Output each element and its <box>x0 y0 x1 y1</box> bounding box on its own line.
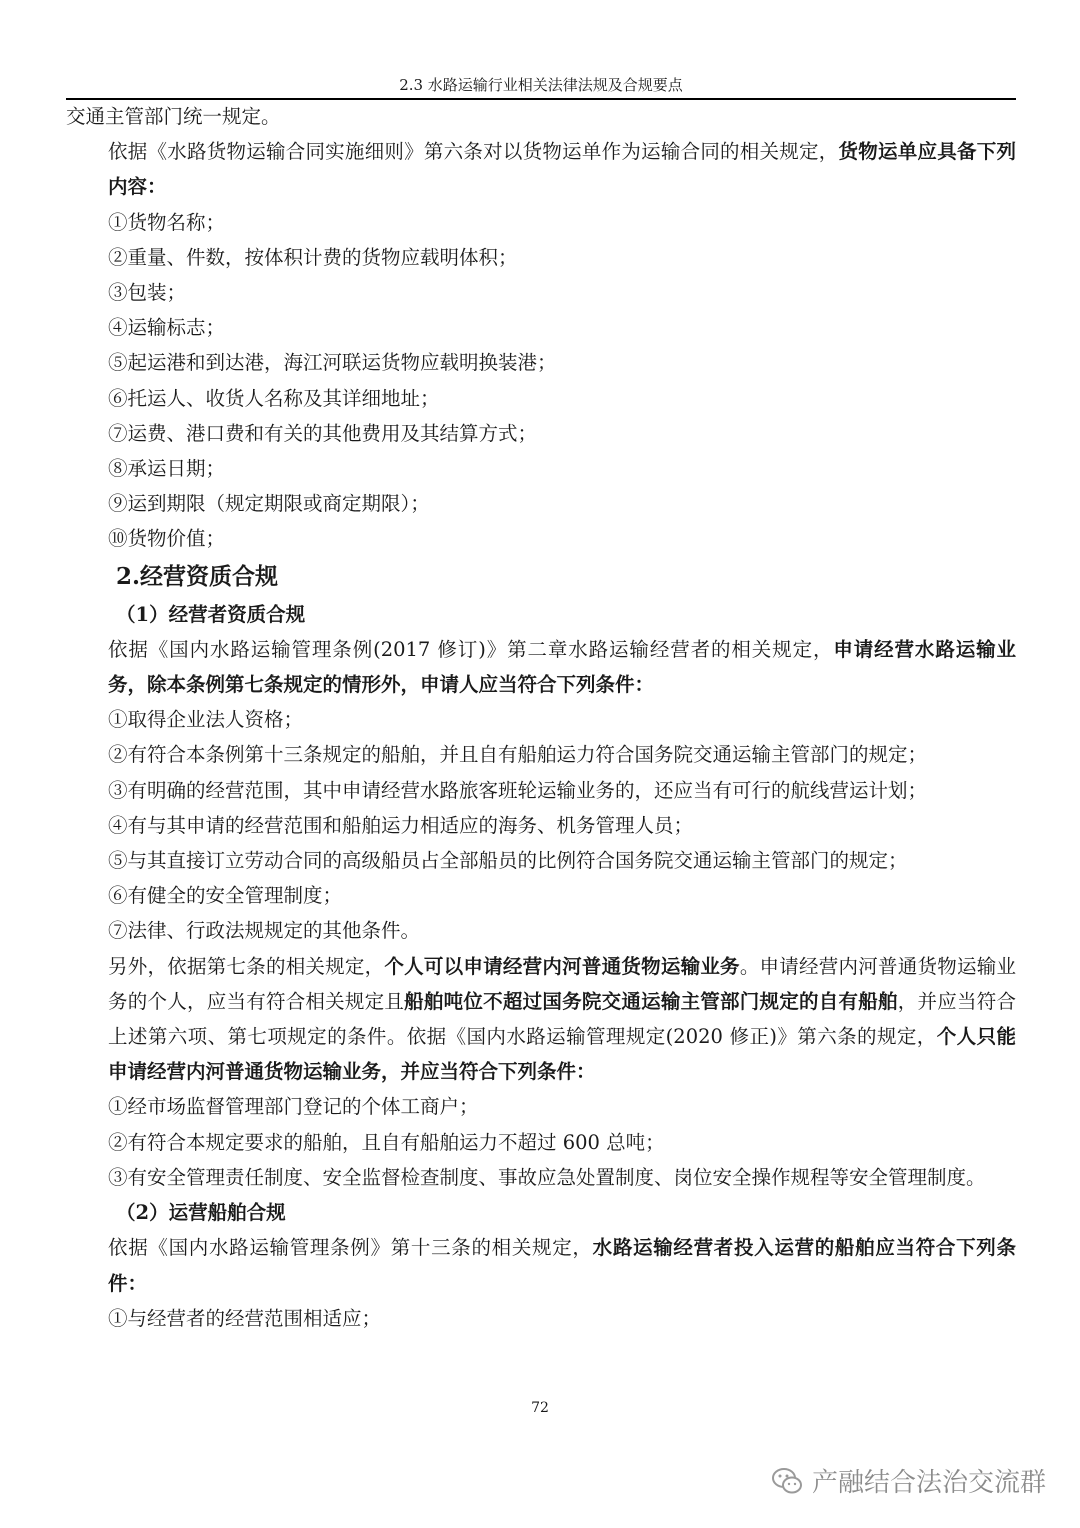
text-segment: ④运输标志； <box>108 316 226 340</box>
bold-text: 船舶吨位不超过国务院交通运输主管部门规定的自有船舶 <box>404 989 898 1013</box>
bold-text: 个人可以申请经营内河普通货物运输业务 <box>384 954 740 978</box>
list-item <box>66 702 1016 737</box>
page-header: 2.3 水路运输行业相关法律法规及合规要点 <box>66 74 1016 100</box>
list-item <box>66 773 1016 808</box>
watermark <box>770 1462 1046 1499</box>
text-segment: ⑦法律、行政法规规定的其他条件。 <box>108 919 421 943</box>
text-segment: ④有与其申请的经营范围和船舶运力相适应的海务、机务管理人员； <box>108 813 694 837</box>
text-segment: ①经市场监督管理部门登记的个体工商户； <box>108 1095 479 1119</box>
text-segment: 。申请经营内河普通货物运输业务的个人，应当有符合相关规定且 <box>108 954 1016 1013</box>
text-segment: 另外，依据第七条的相关规定， <box>108 954 385 978</box>
text-segment: ⑩货物价值； <box>108 527 226 551</box>
text-segment: ③包装； <box>108 281 187 305</box>
list-item <box>66 275 1016 310</box>
list-item <box>66 1125 1016 1160</box>
list-item <box>66 1089 1016 1124</box>
list-item <box>66 521 1016 556</box>
list-item <box>66 345 1016 380</box>
document-body <box>66 99 1016 1336</box>
list-item <box>66 843 1016 878</box>
text-segment: ，并应当符合上述第六项、第七项规定的条件。依据《国内水路运输管理规定(2020 修正)》第六条的规定， <box>108 989 1016 1049</box>
list-item <box>66 913 1016 948</box>
list-item <box>66 486 1016 521</box>
list-item <box>66 310 1016 345</box>
bold-text: 个人只能申请经营内河普通货物运输业务，并应当符合下列条件： <box>108 1025 1016 1084</box>
page-number: 72 <box>531 1400 549 1416</box>
list-item <box>66 240 1016 275</box>
wechat-icon <box>770 1464 804 1498</box>
text-segment: ⑨运到期限（规定期限或商定期限）； <box>108 492 430 516</box>
subsection-heading <box>66 1195 1016 1230</box>
section-heading <box>66 557 1016 597</box>
list-item <box>66 381 1016 416</box>
text-segment: ③有明确的经营范围，其中申请经营水路旅客班轮运输业务的，还应当有可行的航线营运计划； <box>108 778 928 802</box>
text-segment: ②有符合本规定要求的船舶，且自有船舶运力不超过 600 总吨； <box>108 1130 665 1154</box>
body-paragraph <box>66 134 1016 204</box>
text-segment: ⑤起运港和到达港，海江河联运货物应载明换装港； <box>108 351 557 375</box>
text-segment: ①取得企业法人资格； <box>108 708 304 732</box>
text-segment: 依据《水路货物运输合同实施细则》第六条对以货物运单作为运输合同的相关规定， <box>108 140 839 164</box>
text-segment: （1）经营者资质合规 <box>116 602 306 626</box>
list-item <box>66 205 1016 240</box>
bold-text: 水路运输经营者投入运营的船舶应当符合下列条件： <box>108 1236 1016 1295</box>
text-segment: ⑧承运日期； <box>108 457 226 481</box>
text-segment: ①与经营者的经营范围相适应； <box>108 1306 382 1330</box>
bold-text: 申请经营水路运输业务，除本条例第七条规定的情形外，申请人应当符合下列条件： <box>108 637 1016 697</box>
body-paragraph <box>66 99 1016 134</box>
subsection-heading <box>66 597 1016 632</box>
list-item <box>66 1301 1016 1336</box>
text-segment: ②重量、件数，按体积计费的货物应载明体积； <box>108 245 518 269</box>
text-segment: ③有安全管理责任制度、安全监督检查制度、事故应急处置制度、岗位安全操作规程等安全管理制度。 <box>108 1165 986 1189</box>
text-segment: ⑦运费、港口费和有关的其他费用及其结算方式； <box>108 421 538 445</box>
text-segment: ⑥有健全的安全管理制度； <box>108 884 343 908</box>
watermark-text: 产融结合法治交流群 <box>811 1468 1046 1498</box>
list-item <box>66 737 1016 772</box>
text-segment: （2）运营船舶合规 <box>116 1201 286 1225</box>
text-segment: 依据《国内水路运输管理条例(2017 修订)》第二章水路运输经营者的相关规定， <box>108 637 834 661</box>
list-item <box>66 451 1016 486</box>
body-paragraph <box>66 949 1016 1090</box>
list-item <box>66 878 1016 913</box>
list-item <box>66 808 1016 843</box>
text-segment: 交通主管部门统一规定。 <box>66 105 281 128</box>
text-segment: 依据《国内水路运输管理条例》第十三条的相关规定， <box>108 1236 593 1260</box>
text-segment: ⑤与其直接订立劳动合同的高级船员占全部船员的比例符合国务院交通运输主管部门的规定； <box>108 849 908 873</box>
text-segment: 2.经营资质合规 <box>116 562 279 590</box>
text-segment: ⑥托运人、收货人名称及其详细地址； <box>108 386 440 410</box>
bold-text: 货物运单应具备下列内容： <box>108 140 1016 199</box>
body-paragraph <box>66 1230 1016 1300</box>
text-segment: ①货物名称； <box>108 210 226 234</box>
text-segment: ②有符合本条例第十三条规定的船舶，并且自有船舶运力符合国务院交通运输主管部门的规定； <box>108 743 928 767</box>
body-paragraph <box>66 632 1016 702</box>
body-paragraph <box>66 1160 1016 1195</box>
list-item <box>66 416 1016 451</box>
